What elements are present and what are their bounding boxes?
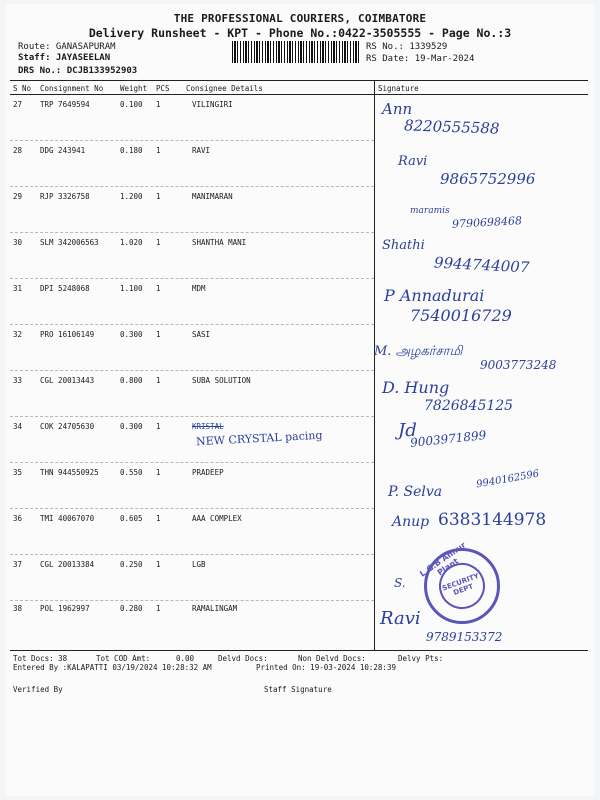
row-pcs: 1	[156, 514, 161, 523]
row-weight: 0.800	[120, 376, 143, 385]
signature-name: P. Selva	[388, 484, 443, 500]
signature-name: Jd	[398, 420, 417, 441]
row-pcs: 1	[156, 238, 161, 247]
security-stamp	[418, 540, 500, 624]
rs-number: RS No.: 1339529	[366, 42, 448, 52]
row-weight: 0.300	[120, 330, 143, 339]
route-label: Route: GANASAPURAM	[18, 42, 116, 52]
stamp-center-text: SECURITY DEPT	[433, 557, 492, 616]
table-row	[0, 374, 600, 420]
row-consignee: AAA COMPLEX	[192, 514, 242, 523]
col-signature: Signature	[378, 84, 419, 93]
row-weight: 0.180	[120, 146, 143, 155]
total-docs: Tot Docs: 38	[13, 654, 68, 663]
row-sno: 34	[13, 422, 23, 431]
col-consignment: Consignment No	[40, 84, 104, 93]
total-cod-value: 0.00	[176, 654, 195, 663]
signature-name: S.	[394, 576, 406, 590]
row-consignment: POL 1962997	[40, 604, 90, 613]
row-consignee: SUBA SOLUTION	[192, 376, 251, 385]
table-row	[0, 420, 600, 466]
row-pcs: 1	[156, 422, 161, 431]
signature-phone: 7540016729	[410, 306, 512, 325]
row-consignee: SASI	[192, 330, 211, 339]
row-consignee: KRISTAL	[192, 422, 224, 431]
row-pcs: 1	[156, 376, 161, 385]
delivery-points: Delvy Pts:	[398, 654, 444, 663]
signature-phone: 7826845125	[424, 398, 514, 414]
row-separator	[10, 370, 374, 371]
signature-phone: 9944744007	[433, 253, 530, 277]
row-separator	[10, 324, 374, 325]
row-weight: 0.550	[120, 468, 143, 477]
row-consignee: VILINGIRI	[192, 100, 233, 109]
staff-label: Staff: JAYASEELAN	[18, 53, 111, 63]
row-weight: 1.100	[120, 284, 143, 293]
row-sno: 32	[13, 330, 23, 339]
row-pcs: 1	[156, 560, 161, 569]
signature-phone: 9003773248	[480, 358, 557, 372]
row-sno: 36	[13, 514, 23, 523]
table-row	[0, 558, 600, 604]
table-row	[0, 466, 600, 512]
table-header-border	[10, 94, 588, 95]
col-weight: Weight	[120, 84, 148, 93]
row-pcs: 1	[156, 100, 161, 109]
row-sno: 31	[13, 284, 23, 293]
row-sno: 27	[13, 100, 23, 109]
table-top-border	[10, 80, 588, 81]
row-sno: 33	[13, 376, 23, 385]
row-separator	[10, 416, 374, 417]
row-consignment: PRO 16106149	[40, 330, 95, 339]
row-consignment: THN 944550925	[40, 468, 99, 477]
row-pcs: 1	[156, 330, 161, 339]
stamp-ring-text: L.G.B Annur Plant	[418, 540, 468, 579]
table-row	[0, 328, 600, 374]
signature-name: Ann	[382, 100, 413, 118]
row-consignee: LGB	[192, 560, 206, 569]
row-pcs: 1	[156, 284, 161, 293]
col-sno: S No	[13, 84, 32, 93]
row-pcs: 1	[156, 192, 161, 201]
signature-name: Ravi	[398, 154, 428, 169]
consignee-correction: NEW CRYSTAL pacing	[195, 428, 323, 449]
signature-phone: 9790698468	[451, 214, 523, 231]
signature-phone: 8220555588	[403, 116, 500, 138]
signature-phone: 6383144978	[438, 510, 547, 530]
row-weight: 0.100	[120, 100, 143, 109]
entered-by: Entered By :KALAPATTI 03/19/2024 10:28:32 AM	[13, 663, 212, 672]
signature-phone: 9003971899	[409, 428, 487, 450]
row-weight: 1.020	[120, 238, 143, 247]
drs-number: DRS No.: DCJB133952903	[18, 66, 138, 76]
row-separator	[10, 554, 374, 555]
table-row	[0, 512, 600, 558]
row-sno: 35	[13, 468, 23, 477]
table-row	[0, 144, 600, 190]
non-delivered-docs: Non Delvd Docs:	[298, 654, 366, 663]
signature-name: Anup	[392, 514, 430, 530]
rs-date: RS Date: 19-Mar-2024	[366, 54, 475, 64]
row-separator	[10, 186, 374, 187]
row-consignment: COK 24705630	[40, 422, 95, 431]
row-separator	[10, 140, 374, 141]
row-consignment: DDG 243941	[40, 146, 86, 155]
staff-signature: Staff Signature	[264, 685, 332, 694]
printed-on: Printed On: 19-03-2024 10:28:39	[256, 663, 396, 672]
row-consignee: RAMALINGAM	[192, 604, 238, 613]
total-cod-label: Tot COD Amt:	[96, 654, 151, 663]
signature-phone: 9789153372	[426, 630, 503, 644]
row-consignee: SHANTHA MANI	[192, 238, 247, 247]
row-weight: 0.300	[120, 422, 143, 431]
signature-phone: 9940162596	[475, 468, 541, 491]
verified-by: Verified By	[13, 685, 63, 694]
row-pcs: 1	[156, 604, 161, 613]
row-pcs: 1	[156, 146, 161, 155]
signature-name: P Annadurai	[384, 286, 485, 305]
row-pcs: 1	[156, 468, 161, 477]
table-row	[0, 282, 600, 328]
row-consignment: SLM 342006563	[40, 238, 99, 247]
row-consignee: MDM	[192, 284, 206, 293]
row-consignment: DPI 5248068	[40, 284, 90, 293]
row-separator	[10, 278, 374, 279]
col-consignee: Consignee Details	[186, 84, 263, 93]
runsheet-title: Delivery Runsheet - KPT - Phone No.:0422-3505555 - Page No.:3	[88, 26, 512, 40]
row-consignment: CGL 20013443	[40, 376, 95, 385]
table-row	[0, 236, 600, 282]
row-sno: 38	[13, 604, 23, 613]
row-consignee: MANIMARAN	[192, 192, 233, 201]
company-title: THE PROFESSIONAL COURIERS, COIMBATORE	[173, 12, 427, 25]
barcode	[232, 41, 360, 63]
row-weight: 1.200	[120, 192, 143, 201]
table-row	[0, 190, 600, 236]
row-separator	[10, 232, 374, 233]
signature-name: Ravi	[380, 608, 421, 629]
row-sno: 37	[13, 560, 23, 569]
signature-name: D. Hung	[382, 378, 450, 397]
row-consignment: TMI 40067070	[40, 514, 95, 523]
table-row	[0, 602, 600, 648]
signature-phone: 9865752996	[440, 170, 536, 188]
row-consignee: RAVI	[192, 146, 211, 155]
signature-name: maramis	[410, 206, 450, 216]
row-consignee: PRADEEP	[192, 468, 224, 477]
col-pcs: PCS	[156, 84, 170, 93]
delivered-docs: Delvd Docs:	[218, 654, 268, 663]
row-weight: 0.250	[120, 560, 143, 569]
signature-name: Shathi	[382, 238, 425, 253]
row-sno: 30	[13, 238, 23, 247]
row-separator	[10, 462, 374, 463]
row-weight: 0.280	[120, 604, 143, 613]
row-sno: 29	[13, 192, 23, 201]
table-row	[0, 98, 600, 144]
row-consignment: TRP 7649594	[40, 100, 90, 109]
row-separator	[10, 600, 374, 601]
row-consignment: CGL 20013384	[40, 560, 95, 569]
table-bottom-border	[10, 650, 588, 651]
row-separator	[10, 508, 374, 509]
row-sno: 28	[13, 146, 23, 155]
row-weight: 0.605	[120, 514, 143, 523]
row-consignment: RJP 3326758	[40, 192, 90, 201]
signature-name: M. அழகர்சாமி	[374, 344, 463, 359]
